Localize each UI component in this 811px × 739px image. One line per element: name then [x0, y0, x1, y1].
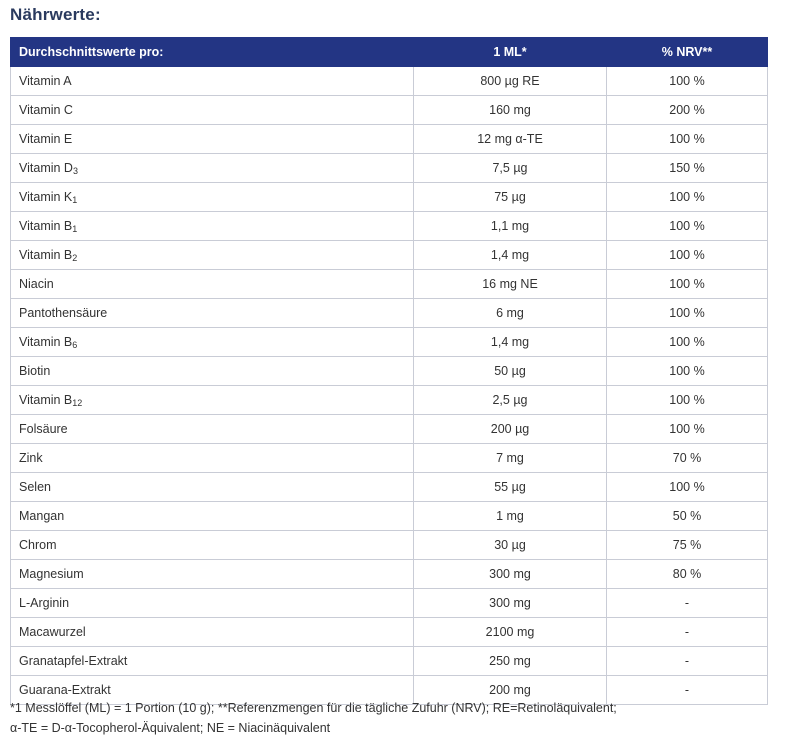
- nutrient-nrv: 100 %: [607, 328, 768, 357]
- nutrient-name-text: Guarana-Extrakt: [19, 683, 111, 697]
- nutrient-name: [11, 328, 414, 357]
- nutrient-amount: 1 mg: [414, 502, 607, 531]
- nutrient-name-text: Vitamin B: [19, 335, 73, 349]
- nutrient-name-text: Mangan: [19, 509, 65, 523]
- nutrient-name-text: Vitamin A: [19, 74, 72, 88]
- nutrient-nrv: -: [607, 589, 768, 618]
- table-row: [11, 473, 768, 502]
- nutrient-name-text: Magnesium: [19, 567, 84, 581]
- nutrient-amount: 2,5 µg: [414, 386, 607, 415]
- nutrient-amount: 16 mg NE: [414, 270, 607, 299]
- nutrient-name-text: Niacin: [19, 277, 54, 291]
- nutrient-subscript: 2: [72, 253, 78, 263]
- nutrient-name: [11, 415, 414, 444]
- footnote: [10, 698, 800, 738]
- nutrient-name: [11, 67, 414, 96]
- nutrient-amount: 50 µg: [414, 357, 607, 386]
- nutrient-name: [11, 560, 414, 589]
- table-row: [11, 212, 768, 241]
- nutrient-amount: 250 mg: [414, 647, 607, 676]
- nutrient-amount: 200 µg: [414, 415, 607, 444]
- nutrient-name-text: Vitamin D: [19, 161, 73, 175]
- table-row: [11, 531, 768, 560]
- table-row: [11, 183, 768, 212]
- nutrient-name-text: Folsäure: [19, 422, 68, 436]
- nutrient-amount: 7,5 µg: [414, 154, 607, 183]
- nutrient-amount: 2100 mg: [414, 618, 607, 647]
- table-row: [11, 560, 768, 589]
- nutrient-name: [11, 473, 414, 502]
- table-row: [11, 96, 768, 125]
- nutrient-nrv: -: [607, 647, 768, 676]
- nutrient-nrv: 100 %: [607, 212, 768, 241]
- nutrient-amount: 300 mg: [414, 560, 607, 589]
- nutrient-nrv: 100 %: [607, 299, 768, 328]
- nutrient-subscript: 1: [72, 195, 78, 205]
- header-row: [11, 38, 768, 67]
- nutrient-nrv: 100 %: [607, 415, 768, 444]
- nutrient-nrv: -: [607, 676, 768, 705]
- nutrient-subscript: 1: [72, 224, 78, 234]
- nutrient-name: [11, 96, 414, 125]
- table-row: [11, 386, 768, 415]
- table-row: [11, 357, 768, 386]
- table-header: [11, 38, 768, 67]
- table-row: [11, 299, 768, 328]
- nutrient-name-text: Vitamin B: [19, 393, 73, 407]
- nutrient-name: [11, 647, 414, 676]
- nutrient-amount: 1,4 mg: [414, 328, 607, 357]
- nutrient-name: [11, 154, 414, 183]
- nutrient-amount: 800 µg RE: [414, 67, 607, 96]
- nutrient-name-text: Vitamin B: [19, 248, 73, 262]
- nutrient-name: [11, 531, 414, 560]
- table-row: [11, 241, 768, 270]
- nutrient-name-text: Chrom: [19, 538, 57, 552]
- nutrition-table: [10, 37, 768, 705]
- nutrient-name: [11, 357, 414, 386]
- nutrient-name-text: Macawurzel: [19, 625, 86, 639]
- table-row: [11, 589, 768, 618]
- nutrient-nrv: 100 %: [607, 357, 768, 386]
- header-serving: 1 ML*: [414, 38, 607, 67]
- nutrient-amount: 300 mg: [414, 589, 607, 618]
- nutrient-amount: 6 mg: [414, 299, 607, 328]
- table-row: [11, 328, 768, 357]
- nutrient-name: [11, 386, 414, 415]
- nutrient-name-text: Vitamin K: [19, 190, 73, 204]
- nutrient-name: [11, 299, 414, 328]
- table-row: [11, 618, 768, 647]
- header-nrv: % NRV**: [607, 38, 768, 67]
- header-average-per: Durchschnittswerte pro:: [11, 38, 414, 67]
- nutrient-nrv: 100 %: [607, 241, 768, 270]
- nutrient-name: [11, 241, 414, 270]
- page-title: Nährwerte:: [10, 5, 101, 24]
- table-row: [11, 154, 768, 183]
- nutrient-nrv: 150 %: [607, 154, 768, 183]
- table-row: [11, 270, 768, 299]
- nutrient-name: [11, 444, 414, 473]
- nutrient-subscript: 6: [72, 340, 78, 350]
- footnote-line-2: α-TE = D-α-Tocopherol-Äquivalent; NE = Niacinäquivalent: [10, 721, 331, 735]
- table-row: [11, 444, 768, 473]
- nutrient-name: [11, 270, 414, 299]
- nutrient-name: [11, 125, 414, 154]
- nutrient-nrv: 100 %: [607, 270, 768, 299]
- nutrient-name-text: Vitamin B: [19, 219, 73, 233]
- nutrient-amount: 1,4 mg: [414, 241, 607, 270]
- nutrient-amount: 12 mg α-TE: [414, 125, 607, 154]
- nutrient-nrv: 75 %: [607, 531, 768, 560]
- nutrient-amount: 160 mg: [414, 96, 607, 125]
- nutrient-nrv: 50 %: [607, 502, 768, 531]
- nutrient-name-text: Zink: [19, 451, 43, 465]
- nutrient-amount: 30 µg: [414, 531, 607, 560]
- nutrient-name-text: Pantothensäure: [19, 306, 108, 320]
- nutrient-name-text: Biotin: [19, 364, 51, 378]
- nutrient-amount: 200 mg: [414, 676, 607, 705]
- nutrient-amount: 75 µg: [414, 183, 607, 212]
- table-body: [11, 67, 768, 705]
- nutrient-nrv: 70 %: [607, 444, 768, 473]
- nutrient-nrv: 100 %: [607, 183, 768, 212]
- nutrient-name: [11, 212, 414, 241]
- table-row: [11, 502, 768, 531]
- nutrient-amount: 7 mg: [414, 444, 607, 473]
- nutrient-name-text: L-Arginin: [19, 596, 70, 610]
- nutrient-name-text: Vitamin E: [19, 132, 73, 146]
- nutrient-name-text: Granatapfel-Extrakt: [19, 654, 128, 668]
- footnote-line-1: *1 Messlöffel (ML) = 1 Portion (10 g); **Referenzmengen für die tägliche Zufuhr (NRV); RE=Retinoläquivalent;: [10, 701, 617, 715]
- table-row: [11, 125, 768, 154]
- nutrient-name-text: Vitamin C: [19, 103, 73, 117]
- nutrient-name: [11, 589, 414, 618]
- nutrient-subscript: 3: [72, 166, 78, 176]
- nutrient-nrv: 200 %: [607, 96, 768, 125]
- nutrient-nrv: -: [607, 618, 768, 647]
- table-row: [11, 647, 768, 676]
- nutrient-subscript: 12: [72, 398, 83, 408]
- table-row: [11, 67, 768, 96]
- nutrient-nrv: 100 %: [607, 67, 768, 96]
- nutrient-nrv: 80 %: [607, 560, 768, 589]
- nutrient-nrv: 100 %: [607, 473, 768, 502]
- nutrient-amount: 55 µg: [414, 473, 607, 502]
- nutrient-nrv: 100 %: [607, 386, 768, 415]
- nutrient-name: [11, 618, 414, 647]
- nutrient-nrv: 100 %: [607, 125, 768, 154]
- nutrient-name: [11, 502, 414, 531]
- nutrient-name-text: Selen: [19, 480, 51, 494]
- table-row: [11, 415, 768, 444]
- nutrient-name: [11, 183, 414, 212]
- nutrient-amount: 1,1 mg: [414, 212, 607, 241]
